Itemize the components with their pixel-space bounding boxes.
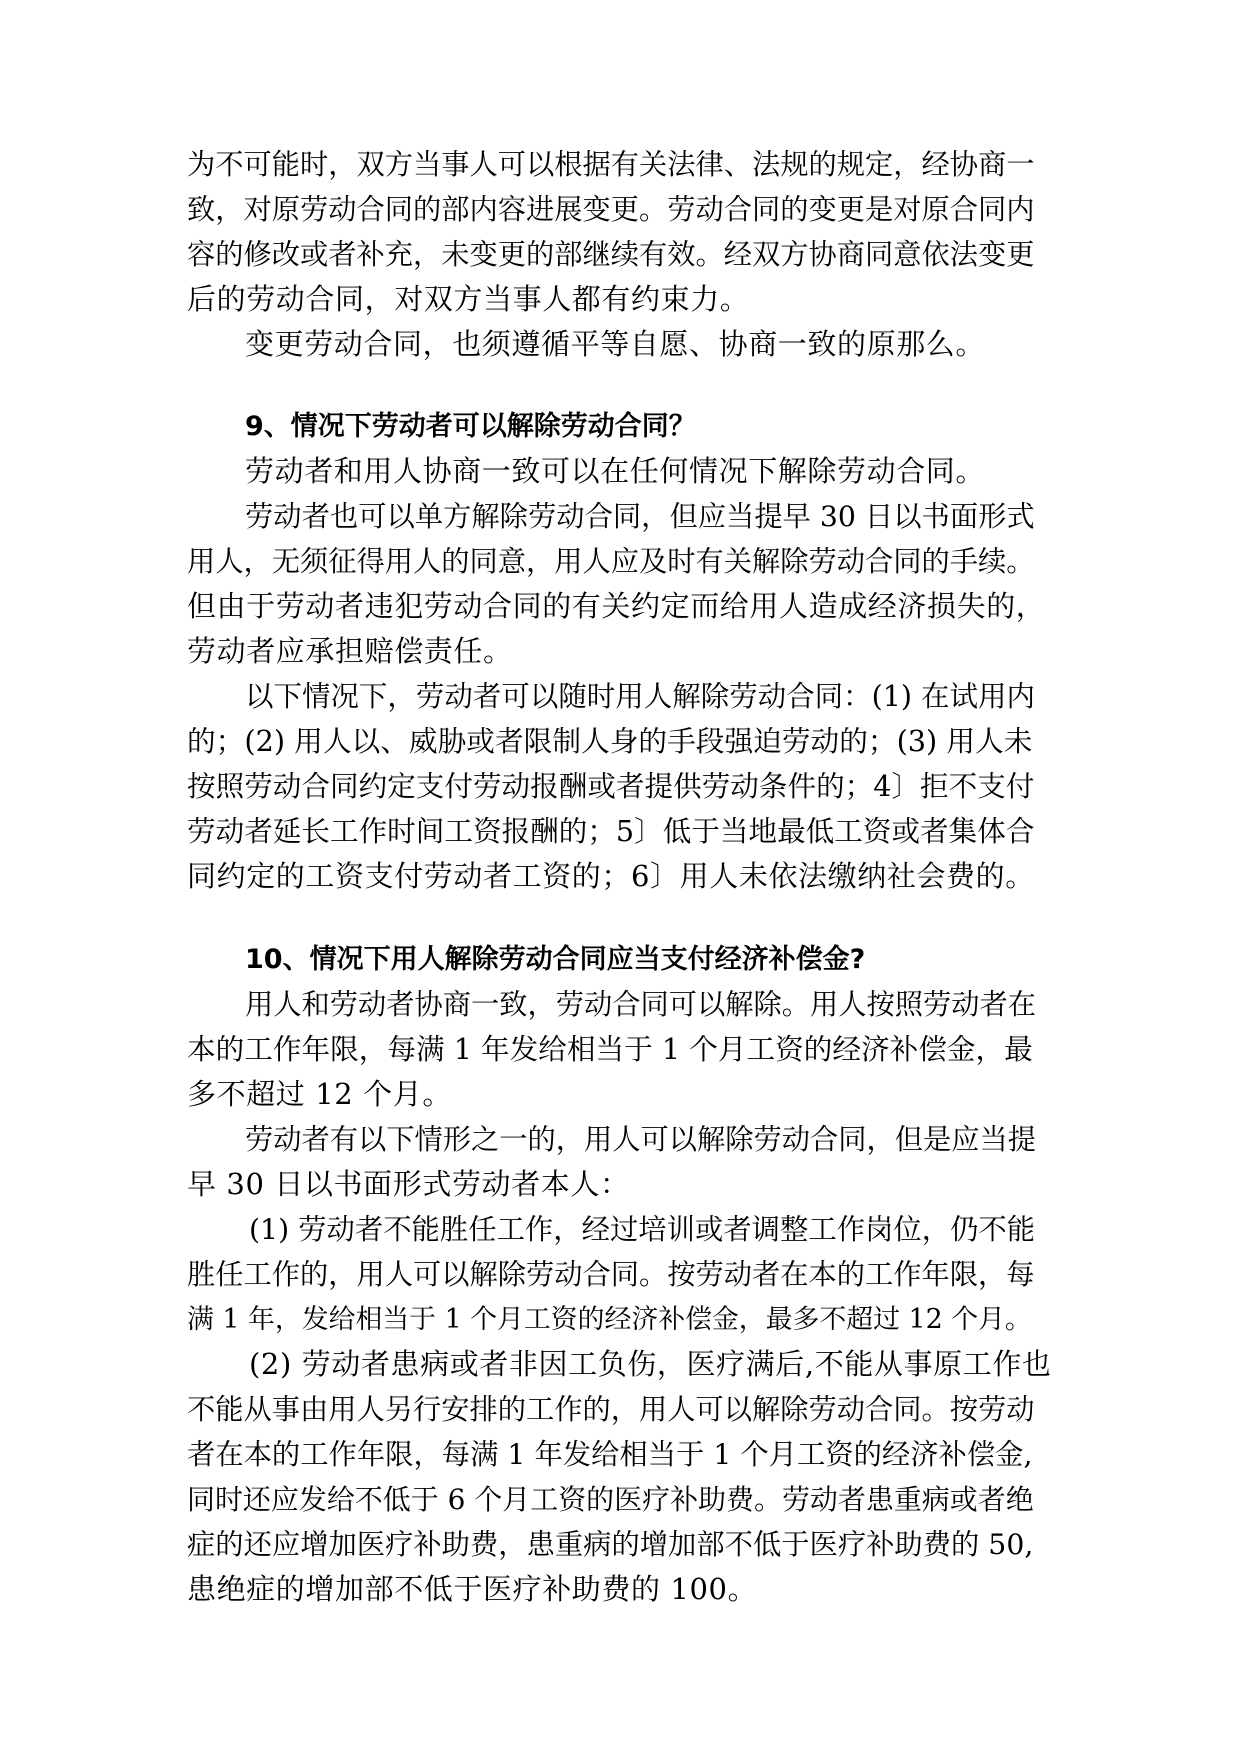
text-line: 同时还应发给不低于 6 个月工资的医疗补助费。劳动者患重病或者绝 — [187, 1483, 1034, 1516]
text-line: 为不可能时，双方当事人可以根据有关法律、法规的规定，经协商一 — [187, 148, 1035, 181]
text-line: 劳动者应承担赔偿责任。 — [187, 634, 513, 668]
paragraph — [187, 1117, 1057, 1207]
text-line: 胜任工作的，用人可以解除劳动合同。按劳动者在本的工作年限，每 — [187, 1258, 1035, 1291]
text-line: 以下情况下，劳动者可以随时用人解除劳动合同：(1) 在试用内 — [245, 680, 1035, 713]
text-line: 者在本的工作年限，每满 1 年发给相当于 1 个月工资的经济补偿金, — [187, 1438, 1033, 1471]
text-line: 但由于劳动者违犯劳动合同的有关约定而给用人造成经济损失的， — [187, 589, 1046, 623]
text-line: 满 1 年，发给相当于 1 个月工资的经济补偿金，最多不超过 12 个月。 — [187, 1304, 1032, 1335]
text-line: 致，对原劳动合同的部内容进展变更。劳动合同的变更是对原合同内 — [187, 193, 1035, 226]
text-line: 劳动者也可以单方解除劳动合同，但应当提早 30 日以书面形式 — [245, 500, 1035, 533]
text-line: 本的工作年限，每满 1 年发给相当于 1 个月工资的经济补偿金，最 — [187, 1032, 1033, 1066]
text-line: 的；(2) 用人以、威胁或者限制人身的手段强迫劳动的；(3) 用人未 — [187, 724, 1033, 758]
text-line: 用人和劳动者协商一致，劳动合同可以解除。用人按照劳动者在 — [245, 988, 1036, 1021]
paragraph — [187, 494, 1057, 674]
paragraph — [187, 449, 1057, 494]
paragraph — [187, 982, 1057, 1117]
text-line: 早 30 日以书面形式劳动者本人： — [187, 1167, 630, 1201]
text-line: 后的劳动合同，对双方当事人都有约束力。 — [187, 282, 750, 316]
document-page — [187, 142, 1057, 1612]
paragraph — [187, 142, 1057, 322]
text-line: 不能从事由用人另行安排的工作的，用人可以解除劳动合同。按劳动 — [187, 1393, 1035, 1426]
text-line: (1) 劳动者不能胜任工作，经过培训或者调整工作岗位，仍不能 — [249, 1213, 1036, 1246]
text-line: 容的修改或者补充，未变更的部继续有效。经双方协商同意依法变更 — [187, 238, 1035, 271]
text-line: 劳动者延长工作时间工资报酬的；5〕低于当地最低工资或者集体合 — [187, 814, 1035, 848]
paragraph — [187, 674, 1057, 899]
section-spacer — [187, 367, 1057, 404]
paragraph — [187, 1207, 1057, 1342]
text-line: 变更劳动合同，也须遵循平等自愿、协商一致的原那么。 — [245, 327, 986, 361]
text-line: 劳动者和用人协商一致可以在任何情况下解除劳动合同。 — [245, 454, 986, 488]
text-line: 症的还应增加医疗补助费，患重病的增加部不低于医疗补助费的 50, — [187, 1528, 1034, 1561]
section-heading: 10、情况下用人解除劳动合同应当支付经济补偿金? — [245, 944, 866, 975]
text-line: 按照劳动合同约定支付劳动报酬或者提供劳动条件的；4〕拒不支付 — [187, 769, 1035, 803]
text-line: (2) 劳动者患病或者非因工负伤，医疗满后,不能从事原工作也 — [249, 1347, 1052, 1381]
text-line: 患绝症的增加部不低于医疗补助费的 100。 — [187, 1572, 758, 1606]
paragraph — [187, 1342, 1057, 1612]
section-spacer — [187, 899, 1057, 937]
text-line: 同约定的工资支付劳动者工资的；6〕用人未依法缴纳社会费的。 — [187, 859, 1035, 893]
text-line: 多不超过 12 个月。 — [187, 1077, 452, 1111]
text-line: 劳动者有以下情形之一的，用人可以解除劳动合同，但是应当提 — [245, 1123, 1036, 1156]
section-heading: 9、情况下劳动者可以解除劳动合同？ — [245, 411, 696, 442]
text-line: 用人，无须征得用人的同意，用人应及时有关解除劳动合同的手续。 — [187, 545, 1035, 578]
paragraph — [187, 322, 1057, 367]
